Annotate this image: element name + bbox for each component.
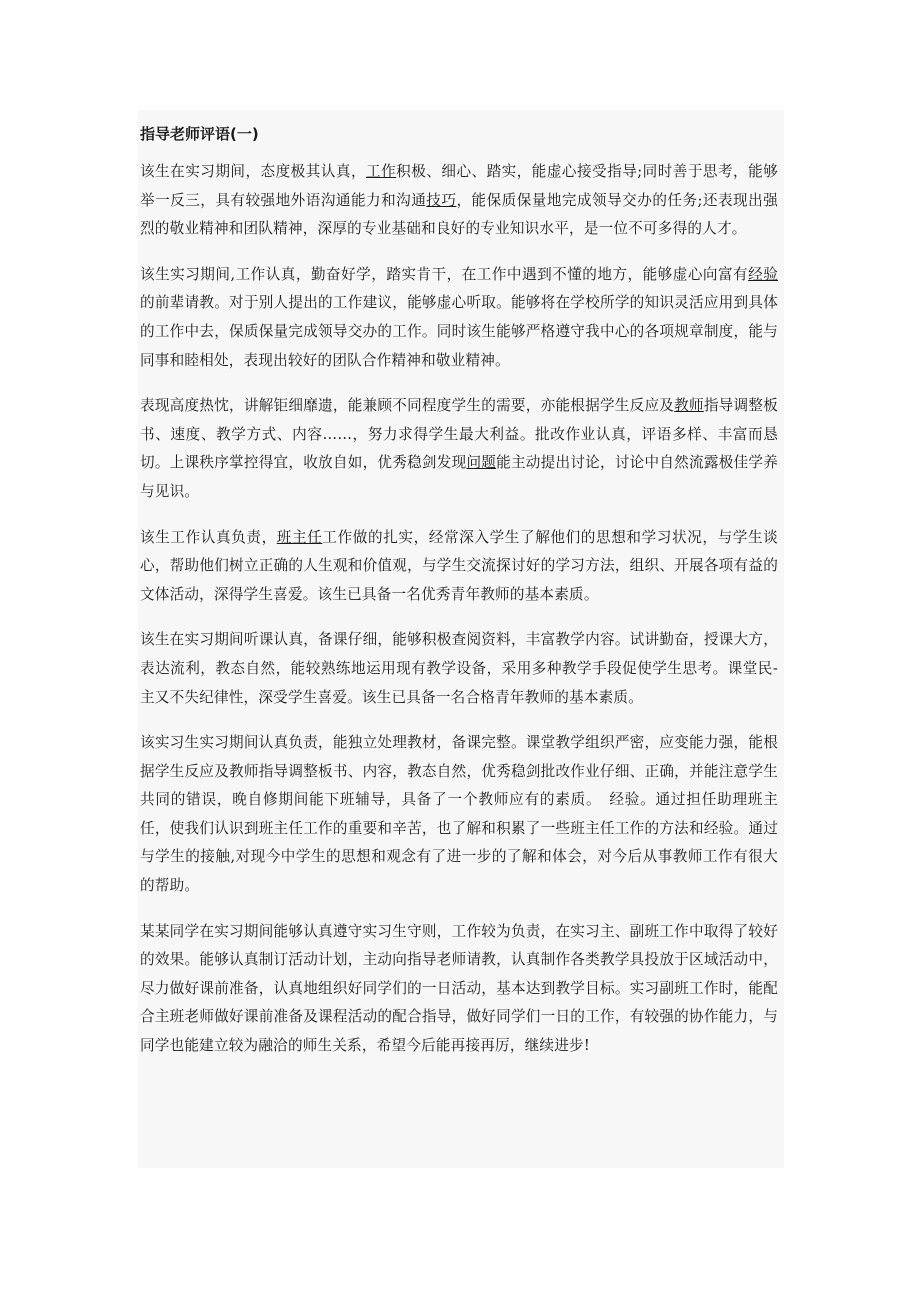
paragraph	[140, 392, 778, 506]
inline-link[interactable]: 工作	[366, 163, 397, 180]
paragraph-text: 工作做的扎实，经常深入学生了解他们的思想和学习状况，与学生谈心，帮助他们树立正确的人生观和价值观，与学生交流探讨好的学习方法，组织、开展各项有益的文体活动，深得学生喜爱。该生已具备一名优秀青年教师的基本素质。	[140, 528, 778, 603]
paragraph-text: 该生在实习期间，态度极其认真，	[140, 163, 367, 180]
paragraph-text: 该生实习期间,工作认真，勤奋好学，踏实肯干，在工作中遇到不懂的地方，能够虚心向富有	[140, 265, 749, 283]
paragraph-text: 该生工作认真负责，	[140, 528, 277, 546]
paragraph-text: 能主动提出讨论，讨论中自然流露极佳学养与见识。	[140, 454, 778, 500]
inline-link[interactable]: 问题	[466, 454, 497, 472]
paragraph-text: 指导调整板书、速度、教学方式、内容……，努力求得学生最大利益。批改作业认真，评语多样、丰富而恳切。上课秩序掌控得宜，收放自如，优秀稳剑发现	[140, 397, 778, 472]
paragraph-text: 该生在实习期间听课认真，备课仔细，能够积极查阅资料，丰富教学内容。试讲勤奋，授课大方，表达流利，教态自然，能较熟练地运用现有教学设备，采用多种教学手段促使学生思考。课堂民-主又不失纪律性，深受学生喜爱。该生已具备一名合格青年教师的基本素质。	[140, 631, 778, 706]
inline-link[interactable]: 经验	[748, 265, 778, 283]
inline-link[interactable]: 教师	[674, 397, 704, 415]
paragraph	[140, 626, 778, 712]
paragraph	[140, 729, 778, 901]
paragraph	[140, 261, 778, 375]
paragraph-text: ，能保质保量地完成领导交办的任务;还表现出强烈的敬业精神和团队精神，深厚的专业基础和良好的专业知识水平，是一位不可多得的人才。	[140, 191, 778, 238]
paragraph	[140, 524, 778, 610]
paragraph-text: 某某同学在实习期间能够认真遵守实习生守则，工作较为负责，在实习主、副班工作中取得了较好的效果。能够认真制订活动计划，主动向指导老师请教，认真制作各类教学具投放于区域活动中，尽力做好课前准备，认真地组织好同学们的一日活动，基本达到教学目标。实习副班工作时，能配合主班老师做好课前准备及课程活动的配合指导，做好同学们一日的工作，有较强的协作能力，与同学也能建立较为融洽的师生关系，希望今后能再接再厉，继续进步!	[140, 922, 778, 1055]
paragraph	[140, 918, 778, 1061]
inline-link[interactable]: 技巧	[426, 191, 457, 209]
paragraph-text: 的前辈请教。对于别人提出的工作建议，能够虚心听取。能够将在学校所学的知识灵活应用到具体的工作中去，保质保量完成领导交办的工作。同时该生能够严格遵守我中心的各项规章制度，能与同事和睦相处，表现出较好的团队合作精神和敬业精神。	[140, 294, 778, 369]
inline-link[interactable]: 班主任	[276, 528, 323, 546]
paragraph-text: 该实习生实习期间认真负责，能独立处理教材，备课完整。课堂教学组织严密，应变能力强，能根据学生反应及教师指导调整板书、内容，教态自然，优秀稳剑批改作业仔细、正确，并能注意学生共同的错误，晚自修期间能下班辅导，具备了一个教师应有的素质。 经验。通过担任助理班主任，使我们认识到班主任工作的重要和辛苦，也了解和积累了一些班主任工作的方法和经验。通过与学生的接触,对现今中学生的思想和观念有了进一步的了解和体会，对今后从事教师工作有很大的帮助。	[140, 734, 778, 895]
document-title: 指导老师评语(一)	[140, 125, 259, 143]
document-page	[138, 110, 784, 1168]
paragraph	[140, 158, 778, 244]
document-body	[140, 158, 778, 1061]
paragraph-text: 积极、细心、踏实，能虚心接受指导;同时善于思考，能够举一反三，具有较强地外语沟通能力和沟通	[140, 163, 778, 209]
paragraph-text: 表现高度热忱，讲解钜细靡遗，能兼顾不同程度学生的需要，亦能根据学生反应及	[140, 397, 675, 415]
